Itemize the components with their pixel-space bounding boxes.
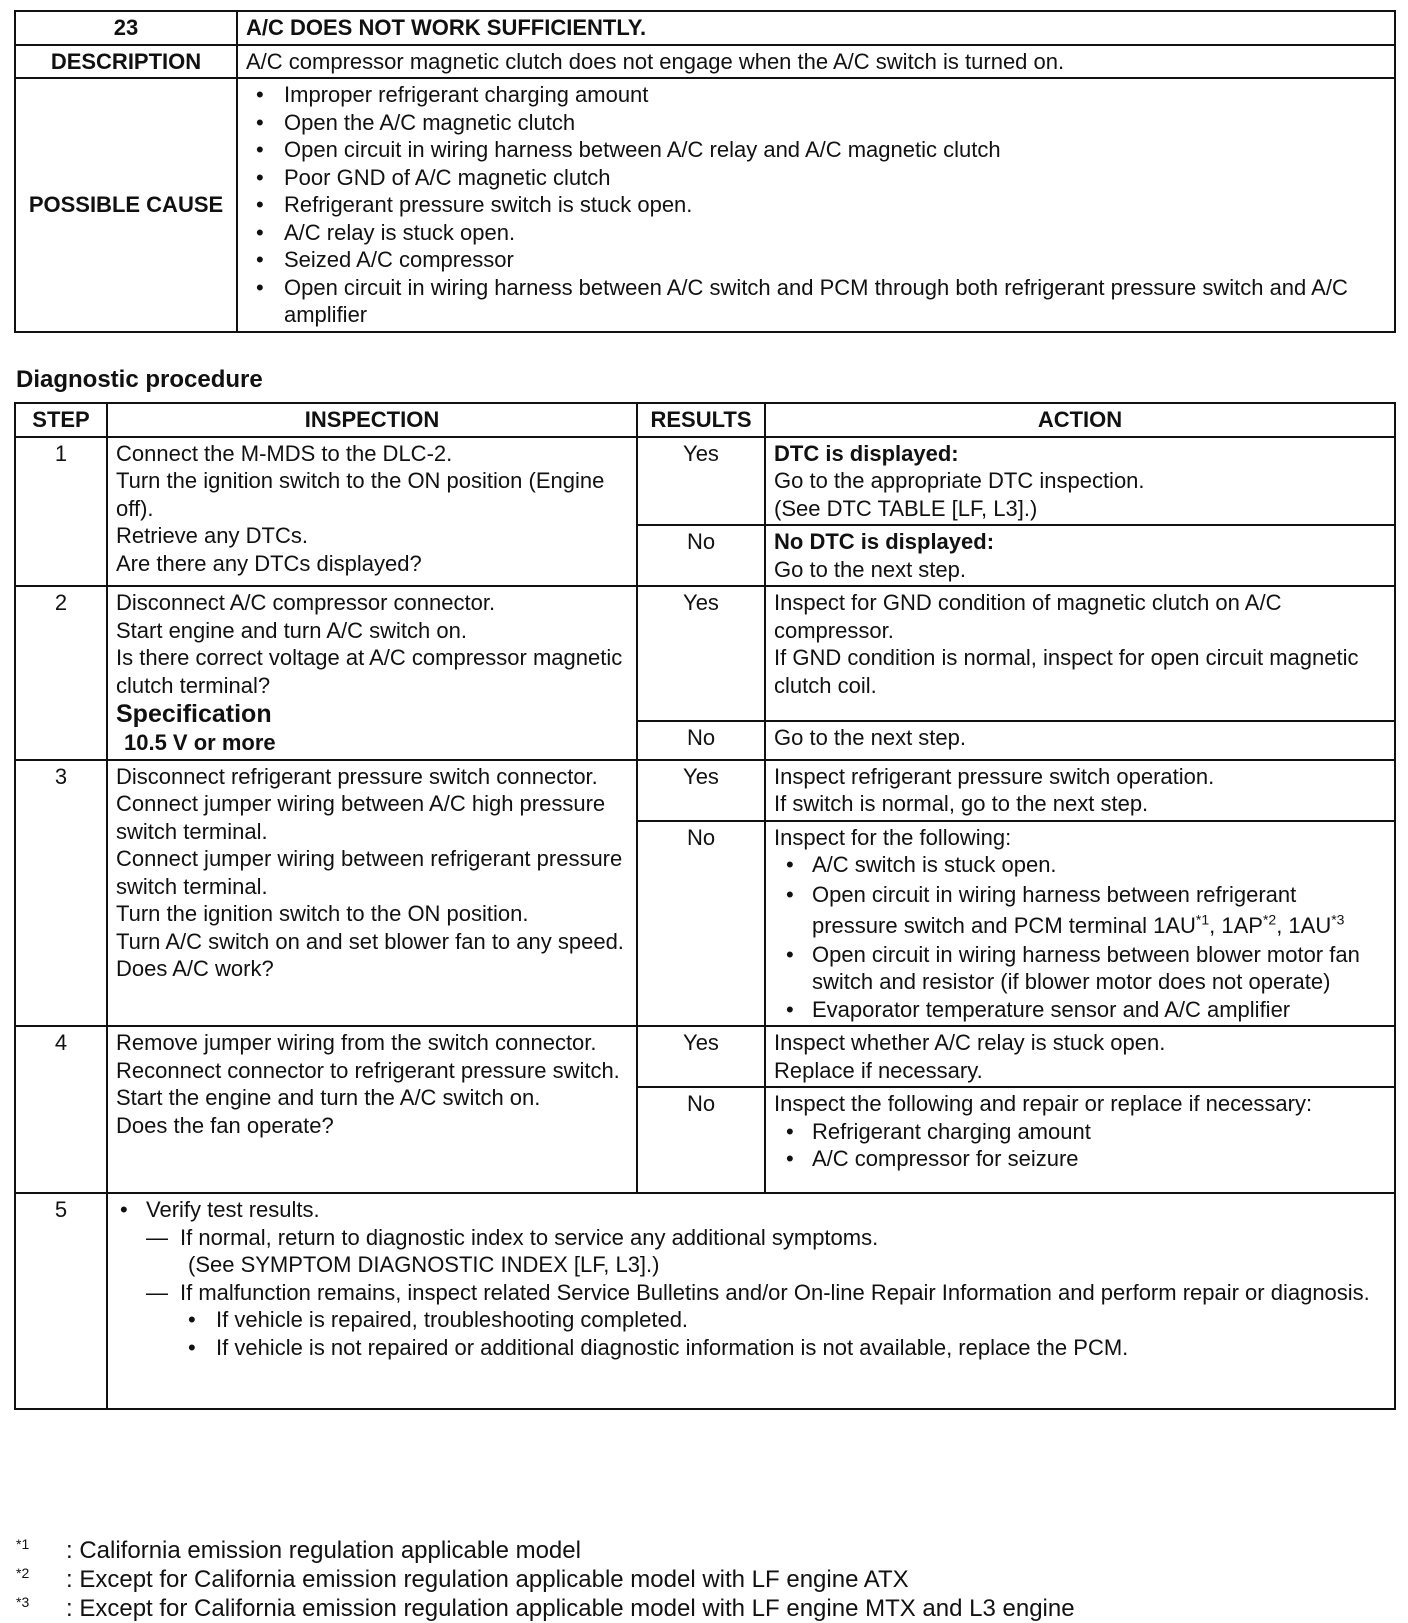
description-label: DESCRIPTION (15, 45, 237, 79)
step-inspection (107, 437, 637, 587)
step-2-yes-row (15, 586, 1395, 721)
dash-mark: — (146, 1279, 168, 1305)
symptom-header-row (15, 11, 1395, 45)
description-text: A/C compressor magnetic clutch does not engage when the A/C switch is turned on. (237, 45, 1395, 79)
action-no (765, 821, 1395, 1027)
footnote-ref: *1 (1195, 911, 1210, 928)
possible-cause-row (15, 78, 1395, 332)
footnote-text: : California emission regulation applicable model (66, 1537, 581, 1564)
step-inspection (107, 1026, 637, 1193)
action-line: Inspect for GND condition of magnetic clutch on A/C compressor. (774, 590, 1282, 643)
diag-header-row (15, 403, 1395, 437)
cause-item: • A/C relay is stuck open. (238, 219, 1386, 247)
result-yes: Yes (637, 760, 765, 821)
dash-mark: — (146, 1224, 168, 1250)
verify-item: • Verify test results. (108, 1196, 1386, 1224)
step-inspection (107, 760, 637, 1027)
step-number: 1 (15, 437, 107, 587)
footnote-ref: *2 (1262, 911, 1277, 928)
footnote: $^{*2}$ : Except for California emission regulation applicable model with LF engine ATX (16, 1565, 909, 1593)
footnote-ref: *3 (1331, 911, 1345, 928)
normal-reference: (See SYMPTOM DIAGNOSTIC INDEX [LF, L3].) (188, 1252, 660, 1277)
inspection-line: Retrieve any DTCs. (116, 523, 308, 548)
repair-outcome-list (108, 1306, 1386, 1361)
action-item-text: Open circuit in wiring harness between refrigerant pressure switch and PCM terminal 1AU (812, 881, 1297, 938)
inspection-line: Remove jumper wiring from the switch connector. (116, 1030, 597, 1055)
action-list (774, 1118, 1386, 1173)
verify-list (108, 1196, 1386, 1224)
inspection-line: Disconnect refrigerant pressure switch connector. (116, 763, 598, 789)
action-line: Inspect whether A/C relay is stuck open. (774, 1030, 1166, 1055)
action-intro: Inspect the following and repair or replace if necessary: (774, 1091, 1313, 1116)
action-item: • A/C switch is stuck open. (774, 851, 1386, 879)
repair-outcome-item: • If vehicle is not repaired or additional diagnostic information is not available, replace the PCM. (108, 1334, 1386, 1362)
normal-text: If normal, return to diagnostic index to service any additional symptoms. (180, 1224, 879, 1250)
action-line: If switch is normal, go to the next step. (774, 791, 1149, 816)
action-item: • Open circuit in wiring harness between blower motor fan switch and resistor (if blower motor does not operate) (774, 941, 1386, 996)
action-item: • Refrigerant charging amount (774, 1118, 1386, 1146)
normal-branch (108, 1224, 1386, 1279)
inspection-line: Turn A/C switch on and set blower fan to any speed. (116, 928, 624, 954)
inspection-line: Does A/C work? (116, 956, 274, 981)
action-item-text: , 1AU (1276, 912, 1332, 938)
inspection-line: Connect jumper wiring between A/C high pressure switch terminal. (116, 791, 606, 844)
header-inspection: INSPECTION (107, 403, 637, 437)
action-yes (765, 1026, 1395, 1087)
cause-item: • Seized A/C compressor (238, 246, 1386, 274)
result-yes: Yes (637, 586, 765, 721)
repair-outcome-item: • If vehicle is repaired, troubleshooting completed. (108, 1306, 1386, 1334)
symptom-summary-table (14, 10, 1396, 333)
action-intro: Inspect for the following: (774, 824, 1012, 850)
possible-cause-cell (237, 78, 1395, 332)
step-number: 5 (15, 1193, 107, 1409)
cause-item: • Refrigerant pressure switch is stuck open. (238, 191, 1386, 219)
possible-cause-list (238, 81, 1386, 329)
footnote: $^{*1}$ : California emission regulation applicable model (16, 1536, 581, 1564)
result-no: No (637, 821, 765, 1027)
action-item (774, 879, 1386, 941)
result-yes: Yes (637, 1026, 765, 1087)
inspection-line: Turn the ignition switch to the ON position. (116, 901, 529, 926)
action-yes (765, 586, 1395, 721)
action-no (765, 525, 1395, 586)
inspection-line: Is there correct voltage at A/C compressor magnetic clutch terminal? (116, 645, 623, 698)
malfunction-branch (108, 1279, 1386, 1307)
action-line: Go to the next step. (774, 724, 967, 750)
step-1-yes-row (15, 437, 1395, 526)
result-no: No (637, 1087, 765, 1193)
result-yes: Yes (637, 437, 765, 526)
footnote-text: : Except for California emission regulation applicable model with LF engine MTX and L3 engine (66, 1595, 1075, 1622)
action-line: If GND condition is normal, inspect for open circuit magnetic clutch coil. (774, 645, 1359, 698)
footnotes (16, 1536, 1075, 1623)
inspection-line: Start engine and turn A/C switch on. (116, 617, 467, 643)
step-5-content (107, 1193, 1395, 1409)
header-results: RESULTS (637, 403, 765, 437)
footnote: $^{*3}$ : Except for California emission regulation applicable model with LF engine MTX and L3 engine (16, 1594, 1075, 1622)
action-heading: No DTC is displayed: (774, 529, 995, 554)
cause-item: • Poor GND of A/C magnetic clutch (238, 164, 1386, 192)
inspection-line: Connect jumper wiring between refrigerant pressure switch terminal. (116, 846, 623, 899)
action-yes (765, 437, 1395, 526)
step-3-yes-row (15, 760, 1395, 821)
header-step: STEP (15, 403, 107, 437)
specification-value: 10.5 V or more (124, 730, 276, 755)
cause-item: • Open the A/C magnetic clutch (238, 109, 1386, 137)
specification-label: Specification (116, 700, 272, 728)
inspection-line: Turn the ignition switch to the ON position (Engine off). (116, 468, 605, 521)
step-5-row (15, 1193, 1395, 1409)
step-inspection (107, 586, 637, 760)
action-no (765, 721, 1395, 760)
action-no (765, 1087, 1395, 1193)
cause-item: • Open circuit in wiring harness between A/C relay and A/C magnetic clutch (238, 136, 1386, 164)
symptom-title: A/C DOES NOT WORK SUFFICIENTLY. (237, 11, 1395, 45)
step-number: 3 (15, 760, 107, 1027)
action-line: Go to the next step. (774, 556, 967, 582)
diagnostic-procedure-title: Diagnostic procedure (16, 366, 263, 393)
symptom-number: 23 (15, 11, 237, 45)
action-heading: DTC is displayed: (774, 440, 959, 466)
inspection-line: Reconnect connector to refrigerant pressure switch. (116, 1057, 620, 1083)
diagnostic-procedure-table (14, 402, 1396, 1410)
step-4-yes-row (15, 1026, 1395, 1087)
action-list (774, 851, 1386, 1023)
action-yes (765, 760, 1395, 821)
action-line: Go to the appropriate DTC inspection. (774, 468, 1145, 493)
action-item-text: , 1AP (1209, 912, 1263, 938)
description-row (15, 45, 1395, 79)
action-item: • A/C compressor for seizure (774, 1145, 1386, 1173)
header-action: ACTION (765, 403, 1395, 437)
inspection-line: Disconnect A/C compressor connector. (116, 590, 496, 615)
action-line: Inspect refrigerant pressure switch operation. (774, 763, 1215, 789)
footnote-text: : Except for California emission regulation applicable model with LF engine ATX (66, 1566, 909, 1593)
action-item: • Evaporator temperature sensor and A/C amplifier (774, 996, 1386, 1024)
cause-item: • Open circuit in wiring harness between A/C switch and PCM through both refrigerant pressure switch and A/C amplifier (238, 274, 1386, 329)
malfunction-text: If malfunction remains, inspect related Service Bulletins and/or On-line Repair Information and perform repair or diagnosis. (180, 1279, 1370, 1305)
result-no: No (637, 525, 765, 586)
action-line: Replace if necessary. (774, 1057, 983, 1083)
inspection-line: Start the engine and turn the A/C switch on. (116, 1085, 541, 1110)
result-no: No (637, 721, 765, 760)
inspection-line: Connect the M-MDS to the DLC-2. (116, 440, 453, 466)
step-number: 2 (15, 586, 107, 760)
action-line: (See DTC TABLE [LF, L3].) (774, 495, 1038, 521)
inspection-line: Are there any DTCs displayed? (116, 550, 422, 576)
possible-cause-label: POSSIBLE CAUSE (15, 78, 237, 332)
cause-item: • Improper refrigerant charging amount (238, 81, 1386, 109)
step-number: 4 (15, 1026, 107, 1193)
inspection-line: Does the fan operate? (116, 1112, 334, 1138)
